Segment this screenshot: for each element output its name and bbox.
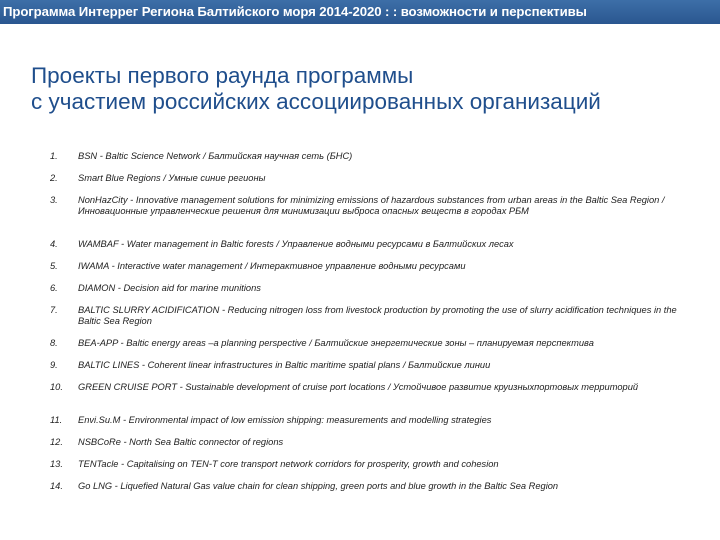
- slide-title-line-2: с участием российских ассоциированных организаций: [31, 89, 601, 114]
- item-number: 3.: [50, 195, 58, 205]
- item-text: DIAMON - Decision aid for marine munitions: [78, 283, 261, 293]
- item-text: GREEN CRUISE PORT - Sustainable development of cruise port locations / Устойчивое развитие круизныхпортовых территорий: [78, 382, 639, 392]
- list-item: [0, 170, 720, 192]
- item-number: 5.: [50, 261, 58, 271]
- list-item: [0, 280, 720, 302]
- list-item: [0, 236, 720, 258]
- project-list: [0, 148, 720, 500]
- list-item: [0, 192, 720, 236]
- item-text: Go LNG - Liquefied Natural Gas value chain for clean shipping, green ports and blue growth in the Baltic Sea Region: [78, 481, 559, 491]
- item-number: 2.: [50, 173, 58, 183]
- list-item: [0, 434, 720, 456]
- list-item: [0, 357, 720, 379]
- item-number: 10.: [50, 382, 63, 392]
- item-text: BSN - Baltic Science Network / Балтийская научная сеть (БНС): [78, 151, 353, 161]
- item-text: WAMBAF - Water management in Baltic forests / Управление водными ресурсами в Балтийских лесах: [78, 239, 514, 249]
- list-item: [0, 148, 720, 170]
- item-text: NSBCoRe - North Sea Baltic connector of regions: [78, 437, 284, 447]
- item-number: 12.: [50, 437, 63, 447]
- list-item: [0, 412, 720, 434]
- list-item: [0, 258, 720, 280]
- list-item: [0, 302, 720, 335]
- item-text: TENTacle - Capitalising on TEN-T core transport network corridors for prosperity, growth and cohesion: [78, 459, 499, 469]
- item-number: 4.: [50, 239, 58, 249]
- item-text: BALTIC SLURRY ACIDIFICATION - Reducing nitrogen loss from livestock production by promoting the use of slurry acidification techniques in the Baltic Sea Region: [78, 305, 677, 327]
- list-item: [0, 335, 720, 357]
- header-bar-text: Программа Интеррег Региона Балтийского моря 2014-2020 : : возможности и перспективы: [3, 4, 587, 19]
- item-text: BALTIC LINES - Coherent linear infrastructures in Baltic maritime spatial plans / Балтийские линии: [78, 360, 491, 370]
- item-number: 7.: [50, 305, 58, 315]
- item-text: BEA-APP - Baltic energy areas –a planning perspective / Балтийские энергетические зоны – планируемая перспектива: [78, 338, 594, 348]
- item-number: 8.: [50, 338, 58, 348]
- list-item: [0, 379, 720, 412]
- item-number: 14.: [50, 481, 63, 491]
- list-item: [0, 478, 720, 500]
- header-bar: [0, 0, 720, 24]
- item-number: 6.: [50, 283, 58, 293]
- item-number: 9.: [50, 360, 58, 370]
- item-text: IWAMA - Interactive water management / Интерактивное управление водными ресурсами: [78, 261, 466, 271]
- item-number: 11.: [50, 415, 63, 425]
- item-number: 1.: [50, 151, 58, 161]
- item-text: Smart Blue Regions / Умные синие регионы: [78, 173, 266, 183]
- item-text: Envi.Su.M - Environmental impact of low emission shipping: measurements and modelling strategies: [78, 415, 492, 425]
- item-text: NonHazCity - Innovative management solutions for minimizing emissions of hazardous substances from urban areas in the Baltic Sea Region / Инновационные управленческие решения для минимизации выброса опасных веществ в городах РБМ: [78, 195, 665, 217]
- item-number: 13.: [50, 459, 63, 469]
- slide-title: [31, 63, 711, 115]
- list-item: [0, 456, 720, 478]
- slide-title-line-1: Проекты первого раунда программы: [31, 63, 414, 88]
